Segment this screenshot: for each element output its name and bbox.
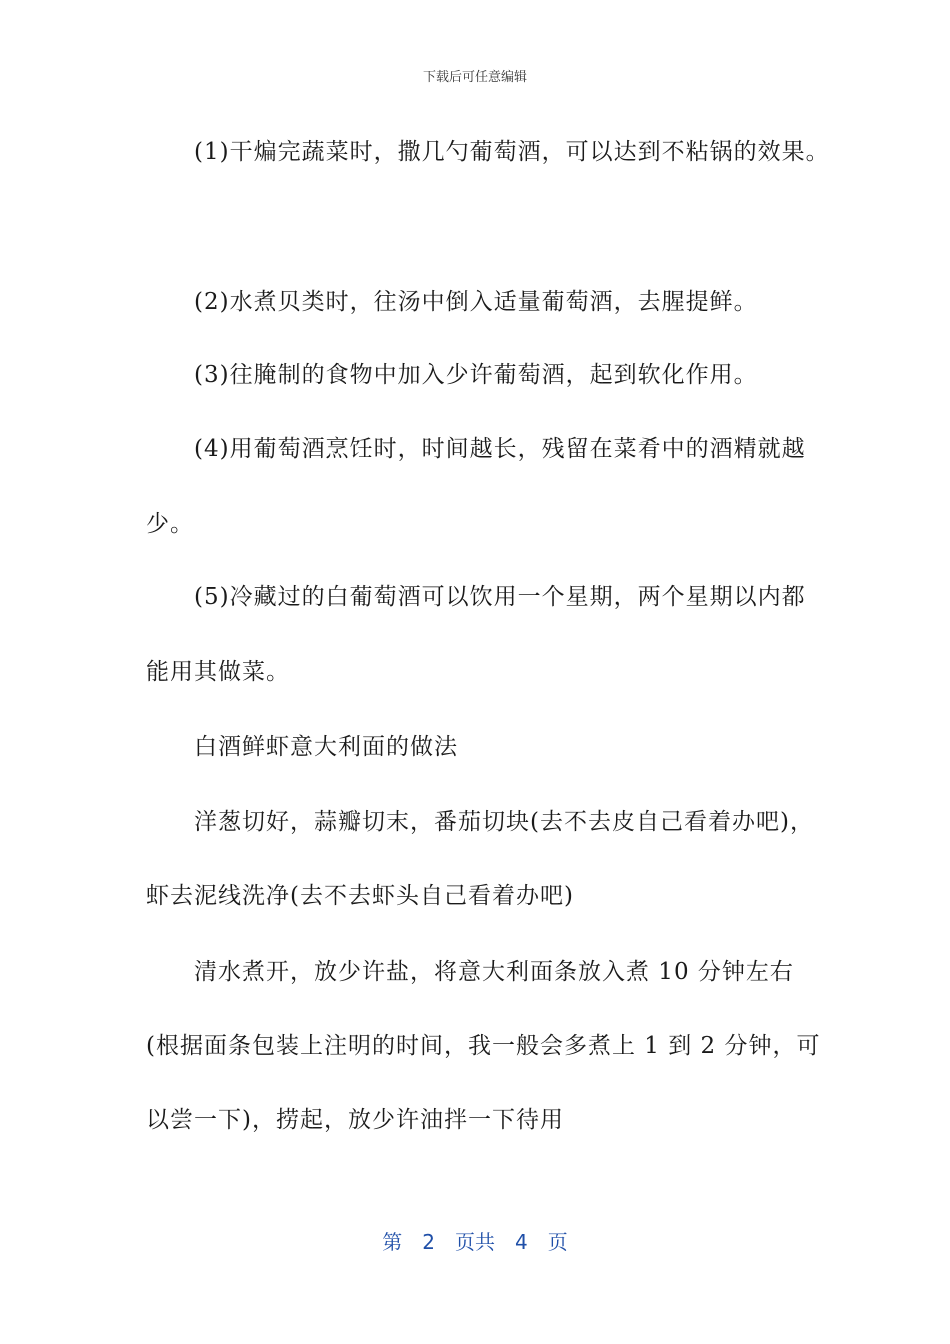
paragraph-line: 以尝一下)，捞起，放少许油拌一下待用: [146, 1107, 564, 1133]
paragraph-line: (1)干煸完蔬菜时，撒几勺葡萄酒，可以达到不粘锅的效果。: [194, 139, 830, 165]
footer-prefix: 第: [382, 1230, 403, 1254]
paragraph-line: (5)冷藏过的白葡萄酒可以饮用一个星期，两个星期以内都: [194, 584, 806, 610]
paragraph-line: 能用其做菜。: [146, 659, 290, 685]
footer-suffix: 页: [547, 1230, 568, 1254]
page-footer: [0, 1226, 950, 1255]
paragraph-line: (4)用葡萄酒烹饪时，时间越长，残留在菜肴中的酒精就越: [194, 436, 806, 462]
section-heading: 白酒鲜虾意大利面的做法: [194, 734, 458, 760]
paragraph-line: 虾去泥线洗净(去不去虾头自己看着办吧): [146, 883, 574, 909]
footer-middle: 页共: [455, 1230, 495, 1254]
current-page-number: 2: [422, 1230, 435, 1254]
paragraph-line: (根据面条包装上注明的时间，我一般会多煮上 1 到 2 分钟，可: [146, 1033, 821, 1059]
paragraph-line: 清水煮开，放少许盐，将意大利面条放入煮 10 分钟左右: [194, 959, 794, 985]
paragraph-line: (2)水煮贝类时，往汤中倒入适量葡萄酒，去腥提鲜。: [194, 289, 758, 315]
header-note: 下载后可任意编辑: [422, 70, 527, 85]
total-pages-number: 4: [515, 1230, 528, 1254]
paragraph-line: (3)往腌制的食物中加入少许葡萄酒，起到软化作用。: [194, 362, 758, 388]
paragraph-line: 少。: [146, 511, 194, 537]
paragraph-line: 洋葱切好，蒜瓣切末，番茄切块(去不去皮自己看着办吧)，: [194, 809, 814, 835]
